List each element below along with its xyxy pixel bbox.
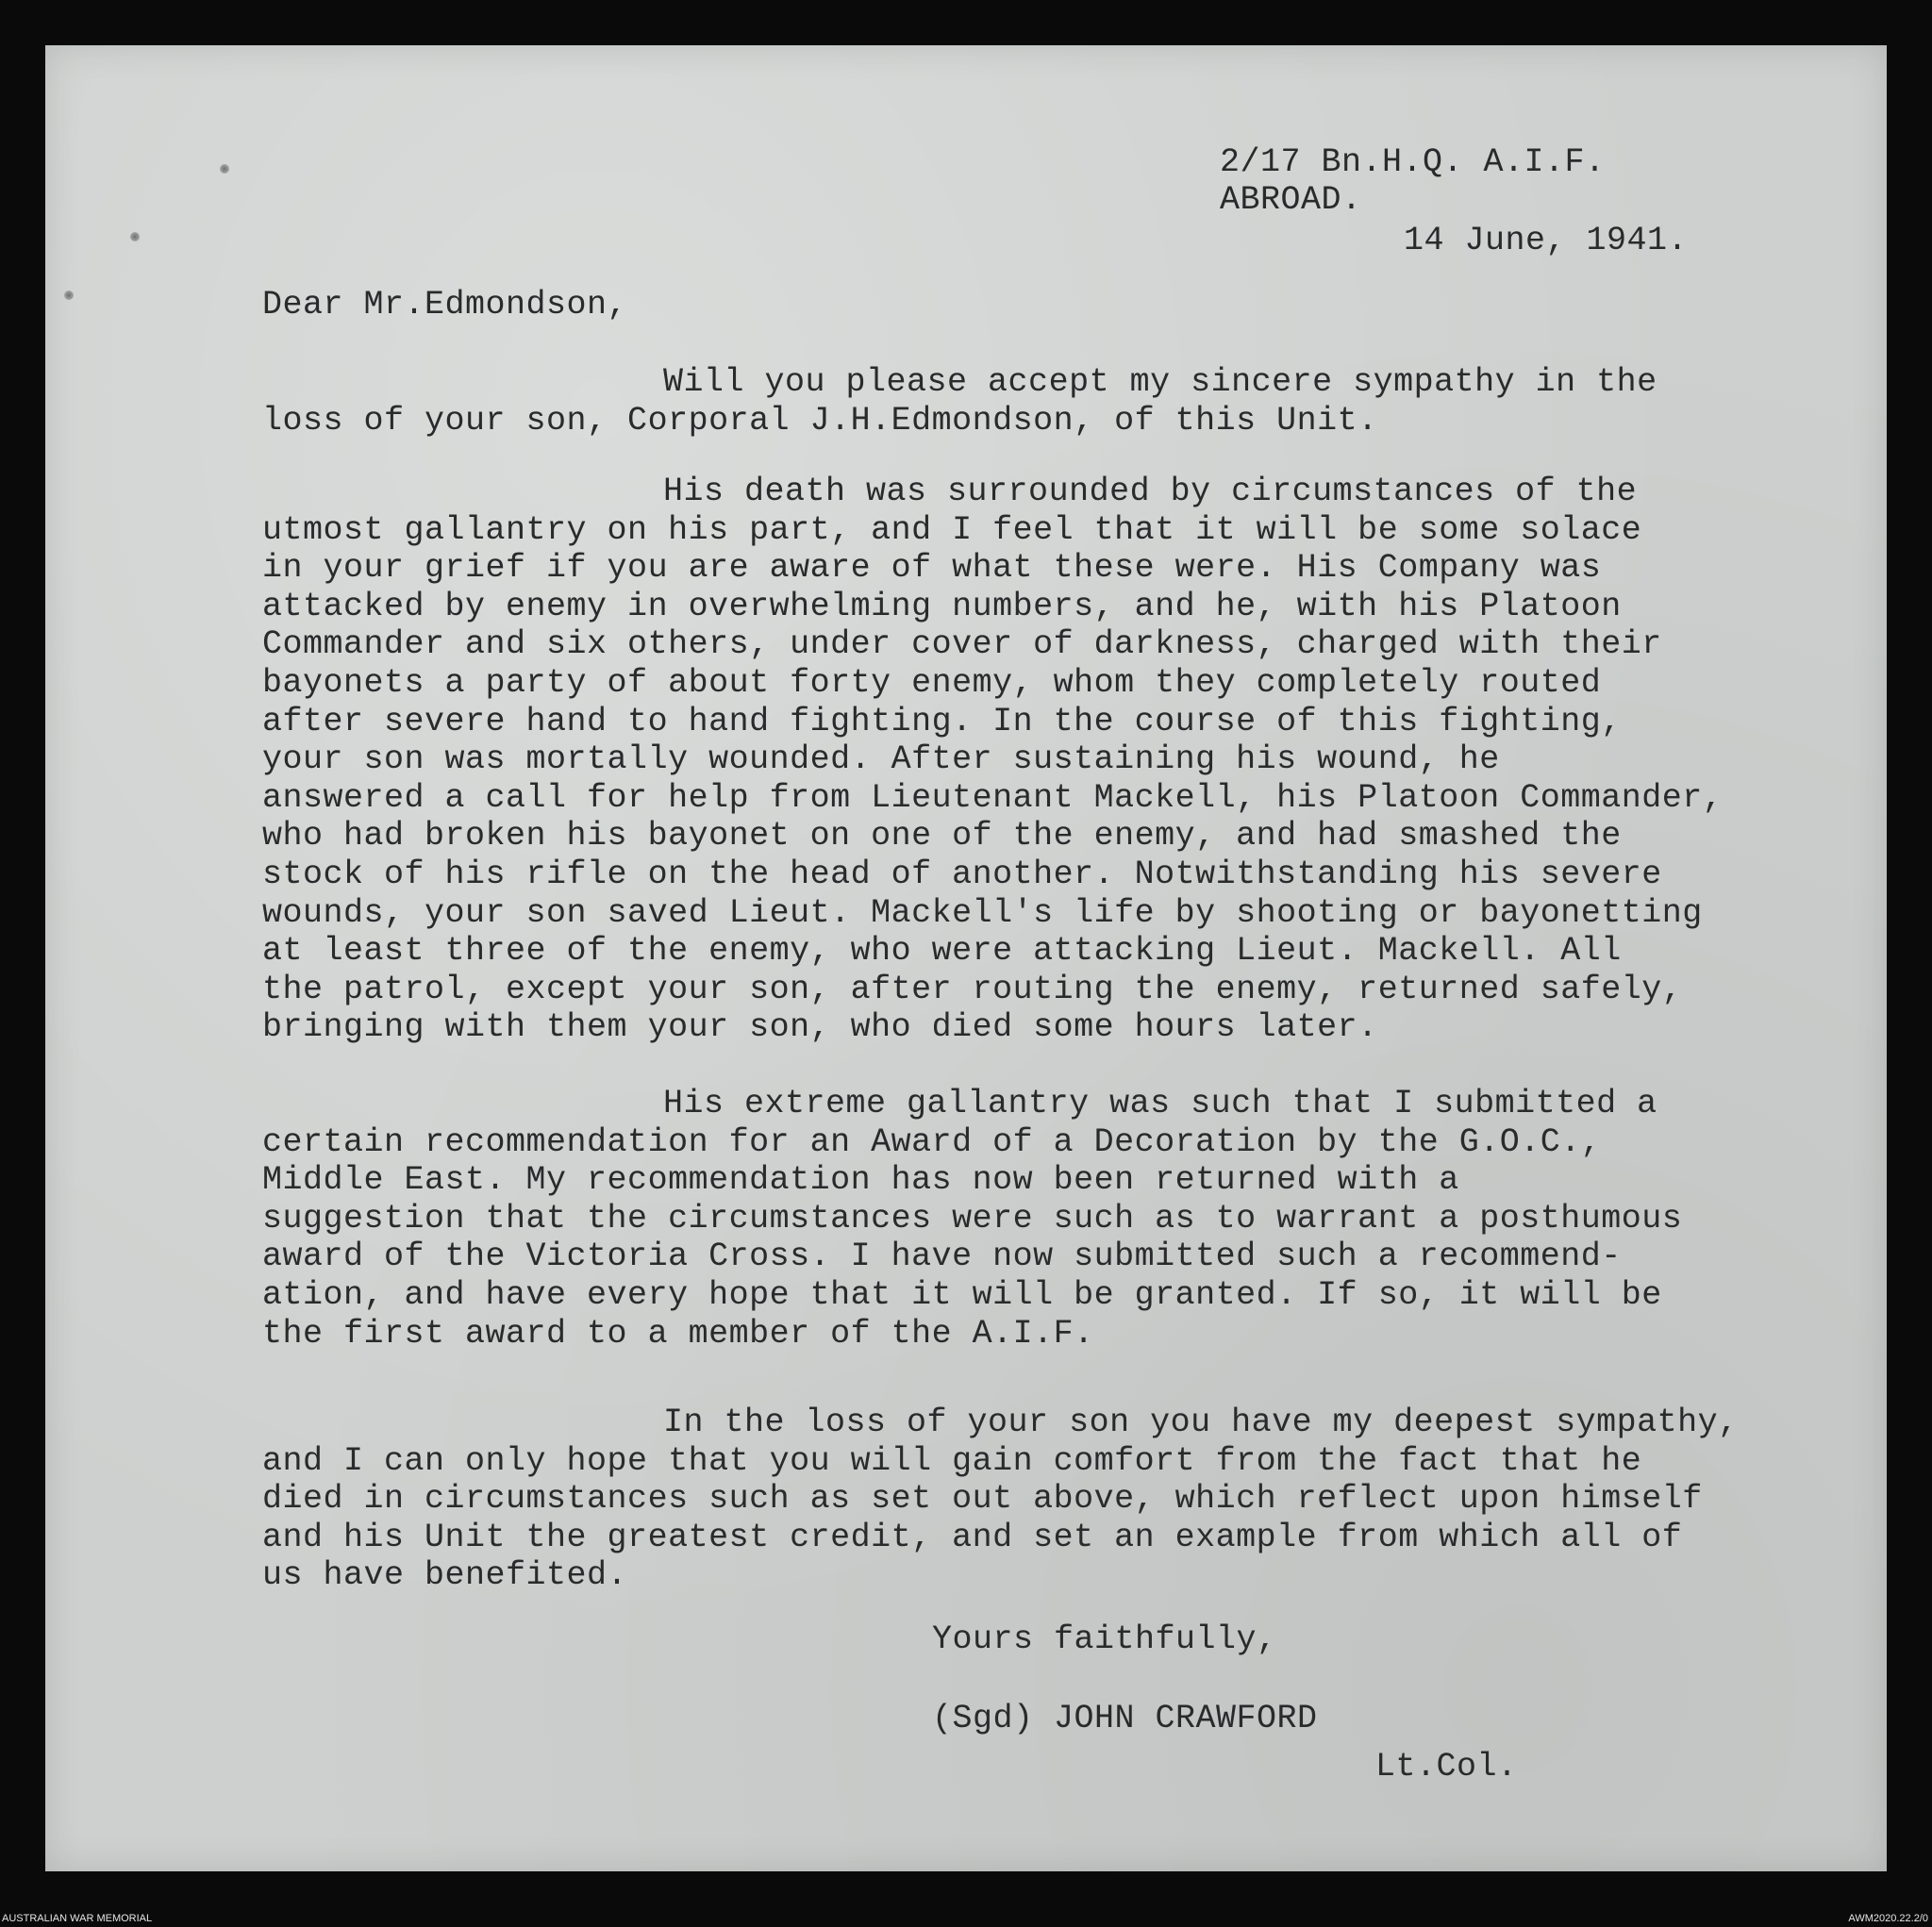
text-line: loss of your son, Corporal J.H.Edmondson, of this Unit. [262,401,1378,440]
text-line: your son was mortally wounded. After sustaining his wound, he [262,740,1500,779]
salutation: Dear Mr.Edmondson, [262,286,628,324]
text-line: ation, and have every hope that it will be granted. If so, it will be [262,1275,1662,1314]
location-heading: ABROAD. [1220,181,1362,219]
signatory-rank: Lt.Col. [1375,1748,1518,1786]
text-line: the first award to a member of the A.I.F. [262,1314,1094,1353]
text-line: at least three of the enemy, who were attacking Lieut. Mackell. All [262,932,1622,971]
text-line: the patrol, except your son, after routing the enemy, returned safely, [262,970,1683,1008]
staple-hole [64,291,74,300]
paragraph-3 [262,1085,1682,1353]
text-line: Will you please accept my sincere sympathy in the [663,363,1657,401]
text-line: attacked by enemy in overwhelming numbers, and he, with his Platoon [262,587,1622,625]
text-line: suggestion that the circumstances were such as to warrant a posthumous [262,1199,1683,1238]
paragraph-4 [262,1404,1739,1595]
signature: (Sgd) JOHN CRAWFORD [932,1700,1318,1737]
staple-hole [220,164,229,174]
text-line: in your grief if you are aware of what these were. His Company was [262,549,1602,588]
text-line: bringing with them your son, who died some hours later. [262,1008,1378,1047]
closing: Yours faithfully, [932,1620,1277,1658]
text-line: after severe hand to hand fighting. In the course of this fighting, [262,702,1622,740]
footer-left: AUSTRALIAN WAR MEMORIAL [2,1913,153,1924]
text-line: His death was surrounded by circumstances of the [663,473,1638,510]
text-line: who had broken his bayonet on one of the enemy, and had smashed the [262,817,1622,856]
text-line: In the loss of your son you have my deepest sympathy, [663,1404,1739,1441]
letter-page [45,45,1887,1871]
text-line: bayonets a party of about forty enemy, whom they completely routed [262,663,1602,702]
paragraph-1 [262,363,1657,440]
text-line: certain recommendation for an Award of a Decoration by the G.O.C., [262,1122,1602,1161]
text-line: and I can only hope that you will gain comfort from the fact that he [262,1441,1642,1480]
text-line: us have benefited. [262,1556,628,1595]
letter-date: 14 June, 1941. [1404,222,1689,259]
text-line: and his Unit the greatest credit, and set an example from which all of [262,1518,1683,1556]
text-line: wounds, your son saved Lieut. Mackell's life by shooting or bayonetting [262,893,1703,932]
text-line: utmost gallantry on his part, and I feel that it will be some solace [262,510,1642,549]
footer-right: AWM2020.22.2/0 [1848,1913,1928,1924]
text-line: stock of his rifle on the head of another. Notwithstanding his severe [262,855,1662,893]
text-line: answered a call for help from Lieutenant Mackell, his Platoon Commander, [262,778,1724,817]
staple-hole [130,232,140,241]
text-line: died in circumstances such as set out above, which reflect upon himself [262,1480,1703,1519]
text-line: Commander and six others, under cover of darkness, charged with their [262,625,1662,664]
text-line: His extreme gallantry was such that I submitted a [663,1085,1657,1122]
unit-heading: 2/17 Bn.H.Q. A.I.F. [1220,143,1606,181]
paragraph-2 [262,473,1723,1047]
text-line: award of the Victoria Cross. I have now submitted such a recommend- [262,1238,1622,1276]
text-line: Middle East. My recommendation has now been returned with a [262,1161,1459,1200]
